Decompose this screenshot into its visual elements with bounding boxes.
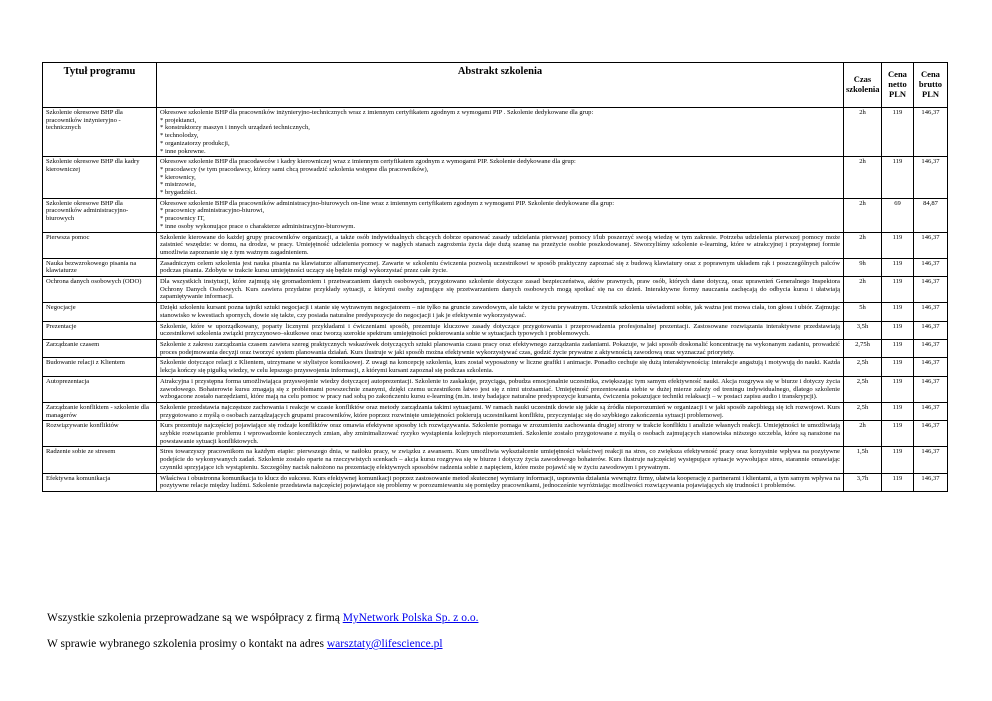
header-time: Czas szkolenia: [844, 63, 882, 108]
row-title: Prezentacje: [43, 321, 157, 339]
row-net-price: 119: [882, 232, 914, 258]
row-gross-price: 146,37: [914, 303, 948, 321]
table-row: [43, 358, 948, 376]
row-title: Zarządzanie czasem: [43, 339, 157, 357]
row-time: 1,5h: [844, 447, 882, 473]
row-abstract: Okresowe szkolenie BHP dla pracodawców i kadry kierowniczej wraz z imiennym certyfikatem zgodnym z wymogami PIP. Szkolenie dedykowane dla grup: * pracodawcy (w tym pracodawcy, którzy sami chcą prowadzić szkolenia wstępne dla pracowników), * kierownicy, * mistrzowie, * brygadziści.: [157, 157, 844, 199]
table-row: [43, 303, 948, 321]
table-row: [43, 157, 948, 199]
row-gross-price: 146,37: [914, 321, 948, 339]
row-net-price: 119: [882, 473, 914, 491]
row-title: Rozwiązywanie konfliktów: [43, 421, 157, 447]
row-net-price: 119: [882, 402, 914, 420]
row-time: 2h: [844, 198, 882, 232]
row-title: Nauka bezwzrokowego pisania na klawiaturze: [43, 258, 157, 276]
row-abstract: Dla wszystkich instytucji, które zajmują się gromadzeniem i przetwarzaniem danych osobowych, przygotowano szkolenie dotyczące zasad bezpieczeństwa, aktów prawnych, praw osób, których dane dotyczą, oraz uprawnień Generalnego Inspektora Ochrony Danych Osobowych. Kurs zawiera przydatne przykłady sytuacji, z którymi osoby zajmujące się przetwarzaniem danych osobowych mogą spotkać się na co dzień. Interaktywne formy nauczania zachęcają do odbycia kursu i ułatwiają zapamiętywanie informacji.: [157, 277, 844, 303]
header-abstract: Abstrakt szkolenia: [157, 63, 844, 108]
row-gross-price: 146,37: [914, 258, 948, 276]
row-time: 2,5h: [844, 358, 882, 376]
table-header-row: [43, 63, 948, 108]
row-gross-price: 146,37: [914, 232, 948, 258]
row-net-price: 119: [882, 258, 914, 276]
row-time: 2,5h: [844, 402, 882, 420]
row-net-price: 119: [882, 157, 914, 199]
footer-partner-line: [47, 612, 478, 624]
table-body: [43, 108, 948, 492]
row-net-price: 119: [882, 376, 914, 402]
row-net-price: 119: [882, 303, 914, 321]
header-title: Tytuł programu: [43, 63, 157, 108]
row-gross-price: 146,37: [914, 277, 948, 303]
footer-contact-line: [47, 638, 443, 650]
table-row: [43, 376, 948, 402]
table-row: [43, 473, 948, 491]
row-time: 2,75h: [844, 339, 882, 357]
email-link[interactable]: warsztaty@lifescience.pl: [326, 638, 443, 650]
table-row: [43, 339, 948, 357]
row-net-price: 119: [882, 339, 914, 357]
row-time: 2h: [844, 232, 882, 258]
table-row: [43, 277, 948, 303]
table-row: [43, 402, 948, 420]
row-abstract: Dzięki szkoleniu kursant pozna tajniki sztuki negocjacji i stanie się wytrawnym negocjatorem – nie tylko na gruncie zawodowym, ale także w życiu prywatnym. Uczestnik szkolenia uświadomi sobie, jak ważna jest mowa ciała, ton głosu i ubiór. Zajmując stanowisko w kwestiach spornych, dowie się także, czy posiada naturalne predyspozycje do negocjacji i jak je efektywnie wykorzystywać.: [157, 303, 844, 321]
row-time: 2h: [844, 108, 882, 157]
row-net-price: 119: [882, 358, 914, 376]
row-title: Autoprezentacja: [43, 376, 157, 402]
header-gross-price: Cena brutto PLN: [914, 63, 948, 108]
row-time: 2h: [844, 421, 882, 447]
row-title: Negocjacje: [43, 303, 157, 321]
row-abstract: Kurs prezentuje najczęściej pojawiające się rodzaje konfliktów oraz omawia efektywne sposoby ich rozwiązywania. Szkolenie pomaga w zrozumieniu zachowania drugiej strony w trakcie konfliktu i analizie własnych reakcji. Umiejętności te umożliwiają szybkie rozwiązanie problemu i wprowadzenie koniecznych zmian, aby zminimalizować ryzyko wystąpienia kolejnych nieporozumień. Szkolenie zostało przygotowane z myślą o osobach zajmujących stanowiska niższego szczebla, które są narażone na powstawanie sytuacji konfliktowych.: [157, 421, 844, 447]
row-gross-price: 146,37: [914, 447, 948, 473]
row-gross-price: 146,37: [914, 402, 948, 420]
row-gross-price: 146,37: [914, 108, 948, 157]
row-abstract: Stres towarzyszy pracownikom na każdym etapie: pierwszego dnia, w natłoku pracy, w związku z awansem. Kurs umożliwia wykształcenie umiejętności właściwej reakcji na stres, co zwiększa efektywność pracy oraz korzystnie wpływa na pozytywne podejście do wykonywanych zadań. Szkolenie zostało oparte na rzeczywistych scenkach – akcja kursu rozgrywa się w biurze i dotyczy życia zawodowego bohaterów. Kurs ilustruje najczęściej występujące sytuacje wywołujące stres, starannie omawiając czynniki sprzyjające ich wystąpieniu. Szczególny nacisk nałożono na prezentację efektywnych sposobów radzenia sobie z napięciem, które może pojawić się w życiu zawodowym i prywatnym.: [157, 447, 844, 473]
header-net-price: Cena netto PLN: [882, 63, 914, 108]
row-time: 2,5h: [844, 376, 882, 402]
footer-partner-text: Wszystkie szkolenia przeprowadzane są we współpracy z firmą: [47, 612, 343, 624]
row-title: Szkolenie okresowe BHP dla kadry kierowniczej: [43, 157, 157, 199]
row-net-price: 119: [882, 421, 914, 447]
row-time: 9h: [844, 258, 882, 276]
row-gross-price: 146,37: [914, 473, 948, 491]
row-time: 3,5h: [844, 321, 882, 339]
row-gross-price: 146,37: [914, 421, 948, 447]
row-title: Szkolenie okresowe BHP dla pracowników administracyjno-biurowych: [43, 198, 157, 232]
row-title: Radzenie sobie ze stresem: [43, 447, 157, 473]
row-gross-price: 146,37: [914, 157, 948, 199]
row-abstract: Szkolenie z zakresu zarządzania czasem zawiera szereg praktycznych wskazówek dotyczących sztuki planowania czasu pracy oraz efektywnego zarządzania zadaniami. Pokazuje, w jaki sposób doskonalić koncentrację na wykonanym zadaniu, prowadzić proces podejmowania decyzji oraz tworzyć system planowania działań. Kurs ilustruje w jaki sposób można efektywnie wykorzystywać czas, godzić życie prywatne z aktywnością zawodową oraz wyznaczać priorytety.: [157, 339, 844, 357]
row-gross-price: 146,37: [914, 358, 948, 376]
table-row: [43, 421, 948, 447]
row-title: Szkolenie okresowe BHP dla pracowników inżynieryjno - technicznych: [43, 108, 157, 157]
table-row: [43, 232, 948, 258]
row-abstract: Szkolenie, które w uporządkowany, poparty licznymi przykładami i ćwiczeniami sposób, prezentuje kluczowe zasady dotyczące przygotowania i przeprowadzenia profesjonalnej prezentacji. Zastosowane rozwiązania interaktywne przedstawiają uczestnikowi szkolenia związki przyczynowo–skutkowe oraz tworzą szerokie spektrum umiejętności pokierowania sobie w sytuacjach typowych i problemowych.: [157, 321, 844, 339]
row-title: Efektywna komunikacja: [43, 473, 157, 491]
row-net-price: 69: [882, 198, 914, 232]
row-net-price: 119: [882, 277, 914, 303]
row-gross-price: 146,37: [914, 376, 948, 402]
row-time: 2h: [844, 277, 882, 303]
training-table: [42, 62, 948, 492]
row-abstract: Szkolenie dotyczące relacji z Klientem, utrzymane w stylistyce komiksowej. Z uwagi na koncepcję szkolenia, kurs został wyposażony w liczne grafiki i animacje. Ponadto cechuje się dużą interaktywnością: interakcje angażują i motywują do nauki. Każda lekcja kończy się pigułką wiedzy, w celu lepszego przyswojenia informacji, z którymi kursant zapoznał się podczas szkolenia.: [157, 358, 844, 376]
partner-link[interactable]: MyNetwork Polska Sp. z o.o.: [342, 612, 479, 624]
row-abstract: Szkolenie przedstawia najczęstsze zachowania i reakcje w czasie konfliktów oraz metody zarządzania takimi sytuacjami. W ramach nauki uczestnik dowie się jakie są źródła nieporozumień w organizacji i w jaki sposób zapobiegą się ich rozwojowi. Kurs przygotowano z myślą o osobach zarządzających grupami pracowników, które poprzez rozwinięte umiejętności pokierują uczestnikami konfliktu, przyczyniając się do szybkiego zakończenia sytuacji problemowej.: [157, 402, 844, 420]
row-abstract: Właściwa i obustronna komunikacja to klucz do sukcesu. Kurs efektywnej komunikacji poprzez zastosowanie metod skutecznej wymiany informacji, usprawnia działania wewnątrz firmy, ułatwia kooperację z partnerami i klientami, a tym samym wpływa na pozytywne relacje między ludźmi. Szkolenie przedstawia najczęściej pojawiające się problemy w porozumiewaniu się pomiędzy pracownikami, jednocześnie wyróżniając możliwości rozwiązywania pojawiających się trudności i problemów.: [157, 473, 844, 491]
footer-contact-text: W sprawie wybranego szkolenia prosimy o kontakt na adres: [47, 638, 327, 650]
table-row: [43, 321, 948, 339]
table-row: [43, 108, 948, 157]
row-net-price: 119: [882, 108, 914, 157]
row-gross-price: 84,87: [914, 198, 948, 232]
row-title: Budowanie relacji z Klientem: [43, 358, 157, 376]
row-abstract: Atrakcyjna i przystępna forma umożliwiająca przyswojenie wiedzy dotyczącej autoprezentacji. Szkolenie to zaskakuje, przyciąga, pobudza emocjonalnie uczestnika, zwiększając tym samym efektywność nauki. Akcja rozgrywa się w biurze i dotyczy życia zawodowego. Bohaterowie kursu zmagają się z problemami powszechnie znanymi, dzięki czemu uczestnikom łatwo jest się z nimi utożsamiać. Umiejętność prezentowania siebie w dużej mierze zależy od treningu indywidualnego, dlatego szkolenie wzbogacone zostało narzędziami, które mają na celu pomoc w pracy nad sobą po zakończeniu kursu e-learning (m.in. testy badające naturalne predyspozycje kursanta, ćwiczenia pokazujące techniki relaksacji – w postaci zapisu audio i transkrypcji).: [157, 376, 844, 402]
row-abstract: Zasadniczym celem szkolenia jest nauka pisania na klawiaturze alfanumerycznej. Zawarte w szkoleniu ćwiczenia pozwolą uczestnikowi w sposób praktyczny zapoznać się z budową klawiatury oraz z poprawnym układem rąk i poszczególnych palców podczas pisania. Zdobyte w trakcie kursu umiejętności uczący się będzie mógł wykorzystać przez całe życie.: [157, 258, 844, 276]
row-time: 2h: [844, 157, 882, 199]
row-net-price: 119: [882, 447, 914, 473]
table-row: [43, 447, 948, 473]
row-net-price: 119: [882, 321, 914, 339]
row-gross-price: 146,37: [914, 339, 948, 357]
row-title: Pierwsza pomoc: [43, 232, 157, 258]
row-abstract: Okresowe szkolenie BHP dla pracowników administracyjno-biurowych on-line wraz z imiennym certyfikatem zgodnym z wymogami PIP. Szkolenie dedykowane dla grup: * pracownicy administracyjno-biurowi, * pracownicy IT, * inne osoby wykonujące prace o charakterze administracyjno-biurowym.: [157, 198, 844, 232]
row-title: Ochrona danych osobowych (ODO): [43, 277, 157, 303]
table-row: [43, 258, 948, 276]
row-time: 3,7h: [844, 473, 882, 491]
row-title: Zarządzanie konfliktem - szkolenie dla managerów: [43, 402, 157, 420]
row-abstract: Okresowe szkolenie BHP dla pracowników inżynieryjno-technicznych wraz z imiennym certyfikatem zgodnym z wymogami PIP . Szkolenie dedykowane dla grup: * projektanci, * konstruktorzy maszyn i innych urządzeń technicznych, * technolodzy, * organizatorzy produkcji, * inne pokrewne.: [157, 108, 844, 157]
table-row: [43, 198, 948, 232]
row-time: 5h: [844, 303, 882, 321]
row-abstract: Szkolenie kierowane do każdej grupy pracowników organizacji, a także osób indywidualnych chcących dobrze opanować zasady udzielania pierwszej pomocy i/lub poszerzyć swoją wiedzę w tym zakresie. Potrzeba udzielenia pierwszej pomocy może zaistnieć wszędzie: w domu, na drodze, w pracy. Umiejętność udzielenia pomocy w nagłych stanach zagrożenia życia daje dużą szansę na przeżycie osobie poszkodowanej. Stworzyliśmy szkolenie e-learning, które w atrakcyjnej i przystępnej formie umożliwia zapoznanie się z tym ważnym zagadnieniem.: [157, 232, 844, 258]
